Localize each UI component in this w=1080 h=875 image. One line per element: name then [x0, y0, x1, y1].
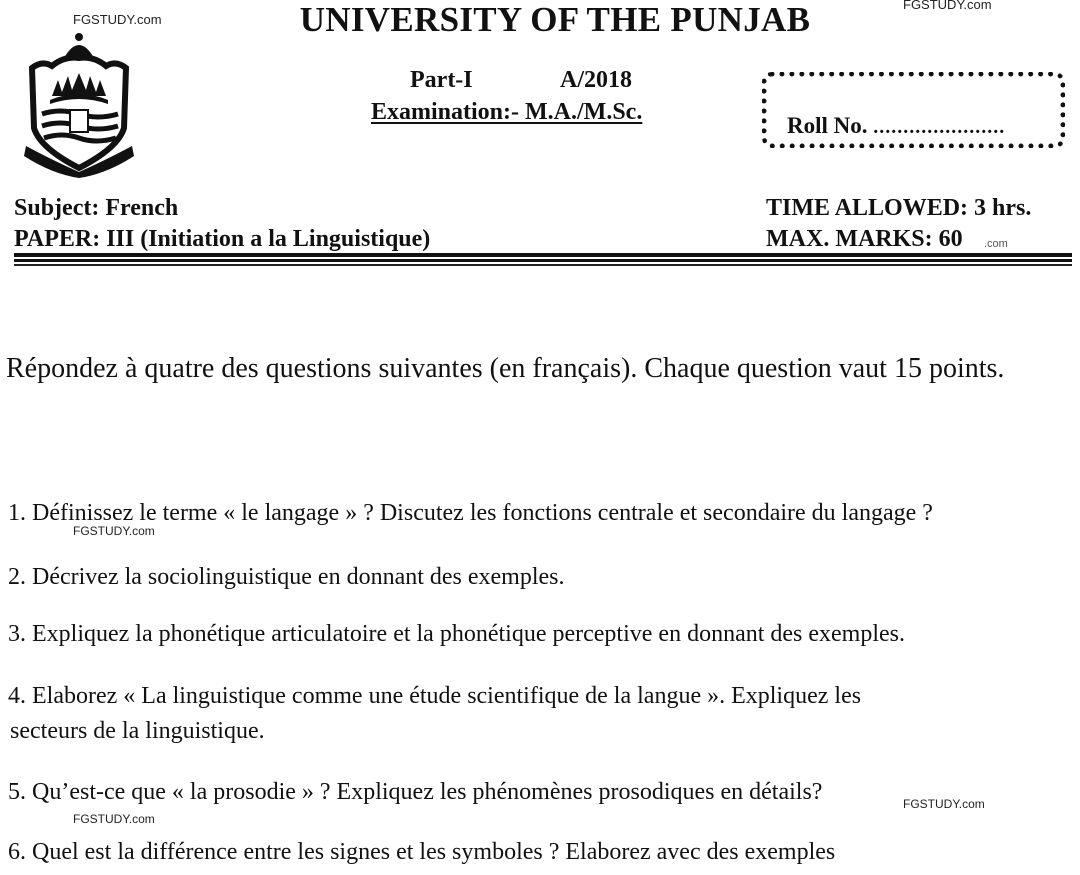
time-allowed: TIME ALLOWED: 3 hrs.: [766, 195, 1032, 221]
question-4-line2: secteurs de la linguistique.: [10, 718, 265, 744]
instructions: Répondez à quatre des questions suivantes (en français). Chaque question vaut 15 points.: [6, 353, 1005, 384]
watermark-max-marks: .com: [984, 238, 1008, 250]
paper-label: PAPER: III (Initiation a la Linguistique): [14, 226, 431, 252]
university-title: UNIVERSITY OF THE PUNJAB: [299, 0, 811, 39]
question-text: Décrivez la sociolinguistique en donnant des exemples.: [32, 564, 565, 590]
question-text: Définissez le terme « le langage » ? Discutez les fonctions centrale et secondaire du langage ?: [32, 500, 933, 526]
roll-number-label: Roll No.: [787, 113, 868, 138]
exam-type: Examination:- M.A./M.Sc.: [371, 99, 643, 125]
question-number: 5.: [8, 779, 26, 805]
roll-number-box: [762, 72, 1065, 148]
exam-part: Part-I: [410, 67, 473, 93]
subject-label: Subject: French: [14, 195, 179, 221]
question-text: Quel est la différence entre les signes et les symboles ? Elaborez avec des exemples: [32, 839, 836, 865]
question-number: 2.: [8, 564, 26, 590]
question-4: [8, 680, 861, 713]
question-text: Qu’est-ce que « la prosodie » ? Expliquez les phénomènes prosodiques en détails?: [32, 779, 823, 805]
watermark-top-right: FGSTUDY.com: [903, 0, 992, 12]
question-5: [8, 776, 822, 809]
question-text: Expliquez la phonétique articulatoire et la phonétique perceptive en donnant des exemples.: [32, 621, 906, 647]
question-number: 6.: [8, 839, 26, 865]
question-number: 1.: [8, 500, 26, 526]
watermark-q5: FGSTUDY.com: [73, 812, 155, 826]
question-3: [8, 618, 905, 651]
exam-session: A/2018: [560, 67, 632, 93]
question-number: 3.: [8, 621, 26, 647]
university-crest-icon: [22, 28, 137, 178]
max-marks: MAX. MARKS: 60: [766, 226, 963, 252]
watermark-q1: FGSTUDY.com: [73, 524, 155, 538]
question-text: Elaborez « La linguistique comme une étude scientifique de la langue ». Expliquez les: [32, 683, 862, 709]
header-divider: [14, 253, 1072, 267]
watermark-q5-right: FGSTUDY.com: [903, 797, 985, 811]
watermark-top-left: FGSTUDY.com: [73, 12, 162, 27]
roll-number-blank: ......................: [873, 116, 1006, 138]
question-6: [8, 836, 835, 869]
question-number: 4.: [8, 683, 26, 709]
question-2: [8, 561, 565, 594]
roll-number-field[interactable]: [787, 113, 1005, 139]
